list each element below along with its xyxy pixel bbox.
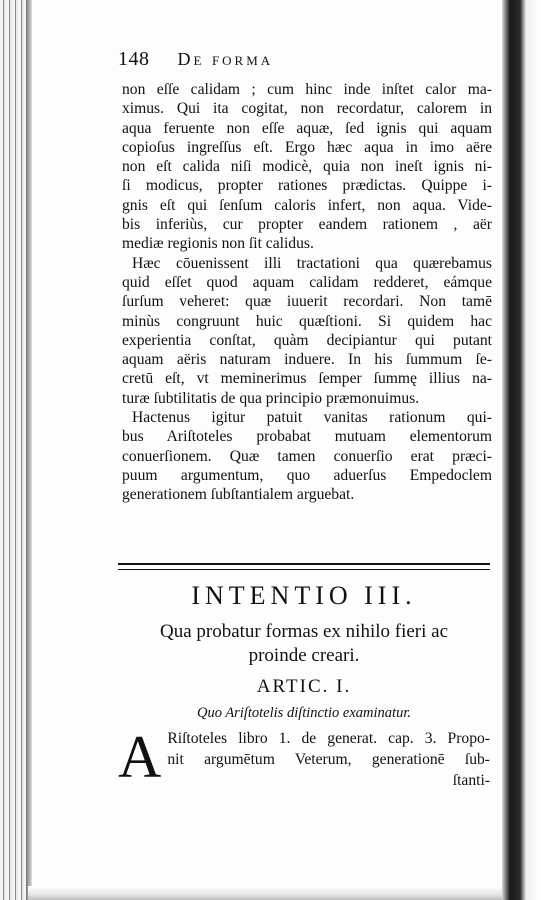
text-line: Hæc cōuenissent illi tractationi qua quærebamus	[132, 254, 492, 272]
text-line: Hactenus igitur patuit vanitas rationum qui-	[132, 409, 492, 427]
text-line: nit argumētum Veterum, generationē ſub-	[167, 751, 490, 768]
text-line: generationem ſubſtantialem arguebat.	[122, 486, 355, 504]
article-paragraph	[118, 724, 490, 791]
text-line: quid eſſet quod aquam calidam redderet, eámque	[122, 273, 492, 291]
text-line: non eſſe calidam ; cum hinc inde inſtet calor ma-	[122, 81, 492, 98]
section-subtitle-line: Qua probatur formas ex nihilo fieri ac	[159, 621, 449, 642]
text-line: copioſus ingreſſus eſt. Ergo hæc aqua in imo aëre	[122, 138, 492, 156]
drop-cap: A	[118, 724, 162, 790]
text-line: ſtanti-	[452, 772, 490, 789]
text-line: conuerſionem. Quæ tamen conuerſio erat præci-	[122, 447, 492, 465]
text-line: cretū eſt, vt meminerimus ſemper ſummę illius na-	[122, 370, 492, 388]
body-text	[122, 80, 492, 505]
article-subheading: Quo Ariſtotelis diſtinctio examinatur.	[196, 705, 411, 721]
book-gutter	[502, 0, 542, 900]
text-line: bis inferiùs, cur propter eandem rationem , aër	[122, 216, 492, 234]
text-line: minùs congruunt huic quæſtioni. Si quidem hac	[122, 312, 492, 330]
text-line: ximus. Qui ita cogitat, non recordatur, calorem in	[122, 100, 492, 118]
text-line: Riſtoteles libro 1. de generat. cap. 3. Propo-	[167, 730, 490, 747]
text-line: ſurſum veheret: quæ iuuerit recordari. Non tamē	[122, 293, 492, 311]
section-subtitle	[118, 620, 490, 668]
page-edge-shadow	[26, 0, 32, 900]
running-head: De forma	[177, 49, 274, 69]
text-line: ſi modicus, propter rationes prædictas. Quippe i-	[122, 177, 492, 195]
text-line: puum argumentum, quo aduerſus Empedoclem	[122, 466, 492, 484]
page-header	[118, 48, 488, 76]
section-divider-rule	[118, 563, 490, 570]
text-line: bus Ariſtoteles probabat mutuam elementorum	[122, 428, 492, 446]
text-line: aquam aëris naturam induere. In his ſummum ſe-	[122, 351, 492, 369]
text-line: turæ ſubtilitatis de qua principio præmonuimus.	[122, 389, 420, 407]
section-title: INTENTIO III.	[191, 581, 417, 610]
text-line: mediæ regionis non ſit calidus.	[122, 235, 314, 253]
page-number: 148	[118, 48, 150, 70]
section-subtitle-line: proinde creari.	[248, 645, 360, 666]
text-line: non eſt calida niſi modicè, quia non ineſt ignis ni-	[122, 158, 492, 176]
page-stack-edge	[0, 0, 28, 900]
text-line: gnis eſt qui ſenſum caloris infert, non aqua. Vide-	[122, 196, 492, 214]
text-line: experientia conſtat, quàm decipiantur qui putant	[122, 331, 492, 349]
page-bottom-edge	[28, 886, 502, 900]
article-heading: ARTIC. I.	[256, 676, 352, 697]
text-line: aqua feruente non eſſe aquæ, ſed ignis qui aquam	[122, 119, 492, 137]
